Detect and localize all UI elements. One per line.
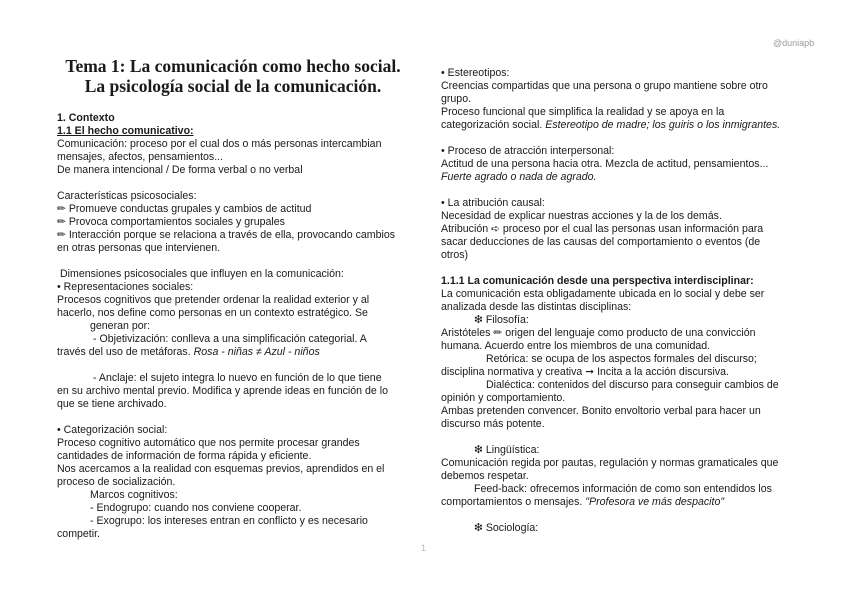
text-line: - Endogrupo: cuando nos conviene cooperar. — [90, 502, 302, 514]
text-line: sacar deducciones de las causas del comportamiento o eventos (de — [441, 236, 761, 248]
text-line: - Exogrupo: los intereses entran en conflicto y es necesario — [90, 515, 368, 527]
text-line: en su archivo mental previo. Modifica y aprende ideas en función de lo — [57, 385, 388, 397]
right-column — [441, 67, 787, 535]
list-item: ✏ Interacción porque se relaciona a través de ella, provocando cambios — [57, 229, 396, 241]
text-line: discurso más potente. — [441, 418, 545, 430]
text-line: en otras personas que intervienen. — [57, 242, 221, 254]
text-line: Proceso funcional que simplifica la realidad y se apoya en la — [441, 106, 725, 118]
text-line: Aristóteles ✏ origen del lenguaje como producto de una convicción — [441, 327, 756, 339]
text-line: disciplina normativa y creativa ➞ Incita a la acción discursiva. — [441, 366, 729, 378]
text-line: cantidades de información de forma rápida y eficiente. — [57, 450, 312, 462]
text-line: Características psicosociales: — [57, 190, 197, 202]
text-line: grupo. — [441, 93, 472, 105]
text-line: competir. — [57, 528, 100, 540]
text-line: - Anclaje: el sujeto integra lo nuevo en función de lo que tiene — [93, 372, 382, 384]
text-line: que se tiene archivado. — [57, 398, 167, 410]
text-line: través del uso de metáforas. Rosa - niñas ≠ Azul - niños — [57, 346, 320, 358]
discipline-heading: ❇ Sociología: — [474, 522, 539, 534]
text-line: Feed-back: ofrecemos información de como son entendidos los — [474, 483, 772, 495]
text-line: mensajes, afectos, pensamientos... — [57, 151, 224, 163]
list-item: • Estereotipos: — [441, 67, 510, 79]
text-line: De manera intencional / De forma verbal o no verbal — [57, 164, 303, 176]
text-line: proceso de socialización. — [57, 476, 176, 488]
text-line: Comunicación: proceso por el cual dos o más personas intercambian — [57, 138, 382, 150]
discipline-heading: ❇ Lingüística: — [474, 444, 540, 456]
text-line: La comunicación esta obligadamente ubicada en lo social y debe ser — [441, 288, 765, 300]
text-line: Ambas pretenden convencer. Bonito envoltorio verbal para hacer un — [441, 405, 761, 417]
list-item: • La atribución causal: — [441, 197, 545, 209]
watermark: @duniapb — [773, 38, 815, 48]
text-line: hacerlo, nos define como personas en un contexto estratégico. Se — [57, 307, 368, 319]
text-line: - Objetivización: conlleva a una simplificación categorial. A — [93, 333, 367, 345]
list-item: ✏ Provoca comportamientos sociales y grupales — [57, 216, 285, 228]
text-line: opinión y comportamiento. — [441, 392, 566, 404]
text-line: comportamientos o mensajes. "Profesora ve más despacito" — [441, 496, 725, 508]
section-heading: 1. Contexto — [57, 112, 115, 124]
text-line: Procesos cognitivos que pretender ordenar la realidad exterior y al — [57, 294, 370, 306]
text-line: Proceso cognitivo automático que nos permite procesar grandes — [57, 437, 360, 449]
text-line: humana. Acuerdo entre los miembros de una comunidad. — [441, 340, 711, 352]
text-line: Dimensiones psicosociales que influyen en la comunicación: — [60, 268, 344, 280]
left-column — [57, 56, 401, 541]
text-line: Dialéctica: contenidos del discurso para conseguir cambios de — [486, 379, 779, 391]
text-line: debemos respetar. — [441, 470, 529, 482]
list-item: • Representaciones sociales: — [57, 281, 194, 293]
page-number: 1 — [421, 543, 427, 553]
subsection-heading: 1.1.1 La comunicación desde una perspectiva interdisciplinar: — [441, 275, 754, 287]
list-item: ✏ Promueve conductas grupales y cambios de actitud — [57, 203, 312, 215]
list-item: • Proceso de atracción interpersonal: — [441, 145, 615, 157]
text-line: categorización social. Estereotipo de madre; los guiris o los inmigrantes. — [441, 119, 781, 131]
text-line: Atribución ➪ proceso por el cual las personas usan información para — [441, 223, 764, 235]
text-line: Nos acercamos a la realidad con esquemas previos, aprendidos en el — [57, 463, 385, 475]
text-line: Marcos cognitivos: — [90, 489, 178, 501]
text-line: Actitud de una persona hacia otra. Mezcla de actitud, pensamientos... — [441, 158, 769, 170]
text-line: otros) — [441, 249, 469, 261]
text-line: Retórica: se ocupa de los aspectos formales del discurso; — [486, 353, 757, 365]
text-line: Creencias compartidas que una persona o grupo mantiene sobre otro — [441, 80, 768, 92]
text-line: Comunicación regida por pautas, regulación y normas gramaticales que — [441, 457, 779, 469]
text-line: generan por: — [90, 320, 151, 332]
subsection-heading: 1.1 El hecho comunicativo: — [57, 125, 194, 137]
text-line: Fuerte agrado o nada de agrado. — [441, 171, 597, 183]
discipline-heading: ❇ Filosofía: — [474, 314, 529, 326]
list-item: • Categorización social: — [57, 424, 168, 436]
text-line: Necesidad de explicar nuestras acciones y la de los demás. — [441, 210, 722, 222]
page-title: Tema 1: La comunicación como hecho social. La psicología social de la comunicación. — [65, 56, 401, 96]
text-line: analizada desde las distintas disciplinas: — [441, 301, 632, 313]
